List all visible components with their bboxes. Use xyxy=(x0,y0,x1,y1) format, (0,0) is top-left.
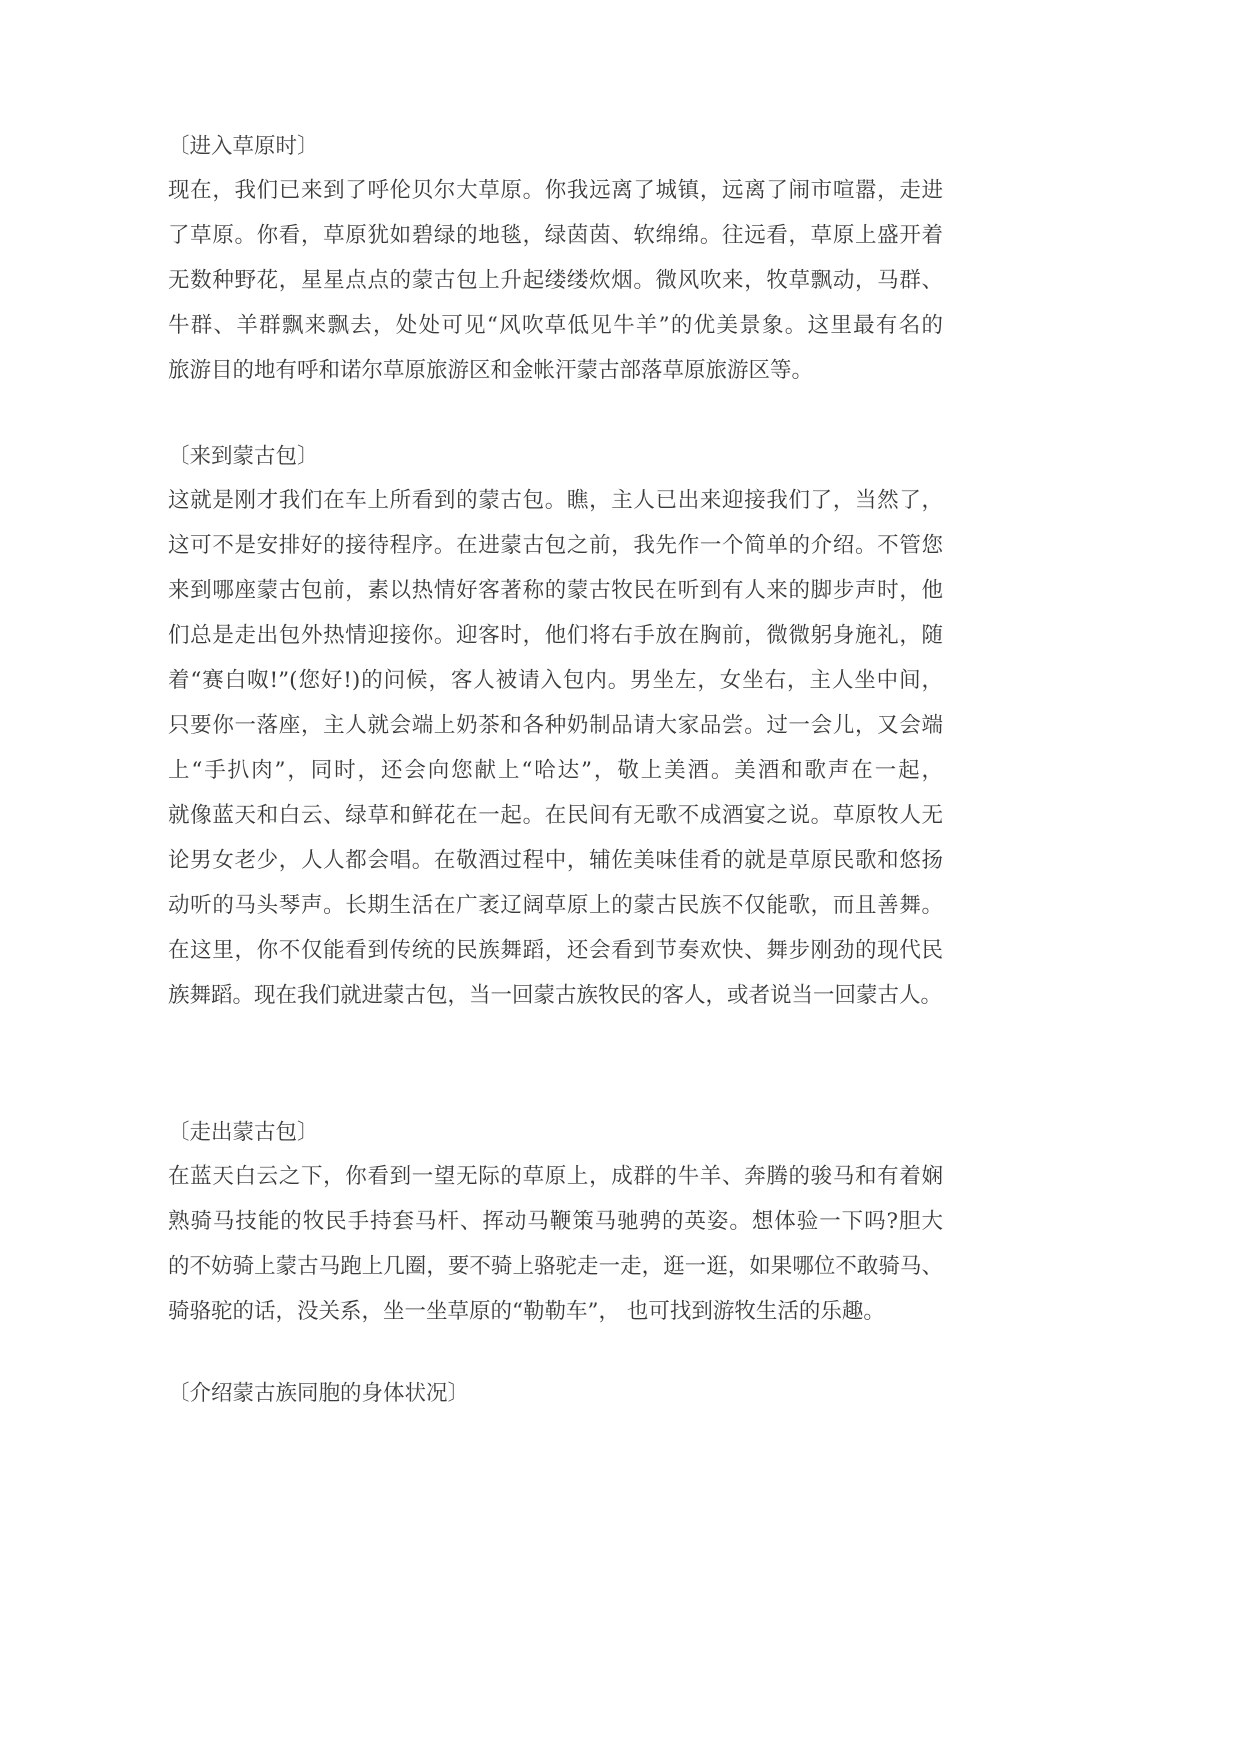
section-health-intro xyxy=(168,1373,943,1415)
paragraph-line: 在蓝天白云之下，你看到一望无际的草原上，成群的牛羊、奔腾的骏马和有着娴 xyxy=(168,1164,943,1189)
section-entering-grassland xyxy=(168,126,943,393)
paragraph-line: 论男女老少，人人都会唱。在敬酒过程中，辅佐美味佳肴的就是草原民歌和悠扬 xyxy=(168,848,943,873)
paragraph-line: 熟骑马技能的牧民手持套马杆、挥动马鞭策马驰骋的英姿。想体验一下吗?胆大 xyxy=(168,1209,943,1234)
section-heading: 〔走出蒙古包〕 xyxy=(168,1120,319,1145)
paragraph-line: 了草原。你看，草原犹如碧绿的地毯，绿茵茵、软绵绵。往远看，草原上盛开着 xyxy=(168,223,943,248)
paragraph-line: 无数种野花，星星点点的蒙古包上升起缕缕炊烟。微风吹来，牧草飘动，马群、 xyxy=(168,268,943,293)
section-arriving-yurt xyxy=(168,436,943,1018)
paragraph-line: 动听的马头琴声。长期生活在广袤辽阔草原上的蒙古民族不仅能歌，而且善舞。 xyxy=(168,893,943,918)
paragraph-line: 上“手扒肉”，同时，还会向您献上“哈达”，敬上美酒。美酒和歌声在一起， xyxy=(168,758,943,783)
paragraph-line: 来到哪座蒙古包前，素以热情好客著称的蒙古牧民在听到有人来的脚步声时，他 xyxy=(168,578,943,603)
paragraph-line: 这可不是安排好的接待程序。在进蒙古包之前，我先作一个简单的介绍。不管您 xyxy=(168,533,943,558)
paragraph-line: 旅游目的地有呼和诺尔草原旅游区和金帐汗蒙古部落草原旅游区等。 xyxy=(168,358,814,383)
paragraph-line: 着“赛白呶!”(您好!)的问候，客人被请入包内。男坐左，女坐右，主人坐中间， xyxy=(168,668,943,693)
section-heading: 〔进入草原时〕 xyxy=(168,134,319,159)
paragraph-line: 就像蓝天和白云、绿草和鲜花在一起。在民间有无歌不成酒宴之说。草原牧人无 xyxy=(168,803,943,828)
paragraph-line: 在这里，你不仅能看到传统的民族舞蹈，还会看到节奏欢快、舞步刚劲的现代民 xyxy=(168,938,943,963)
section-heading: 〔介绍蒙古族同胞的身体状况〕 xyxy=(168,1381,470,1406)
paragraph-line: 现在，我们已来到了呼伦贝尔大草原。你我远离了城镇，远离了闹市喧嚣，走进 xyxy=(168,178,943,203)
section-leaving-yurt xyxy=(168,1112,943,1334)
paragraph-line: 只要你一落座，主人就会端上奶茶和各种奶制品请大家品尝。过一会儿，又会端 xyxy=(168,713,943,738)
section-heading: 〔来到蒙古包〕 xyxy=(168,444,319,469)
paragraph-line: 牛群、羊群飘来飘去，处处可见“风吹草低见牛羊”的优美景象。这里最有名的 xyxy=(168,313,943,338)
paragraph-line: 骑骆驼的话，没关系，坐一坐草原的“勒勒车”， 也可找到游牧生活的乐趣。 xyxy=(168,1299,885,1324)
paragraph-line: 们总是走出包外热情迎接你。迎客时，他们将右手放在胸前，微微躬身施礼，随 xyxy=(168,623,943,648)
paragraph-line: 族舞蹈。现在我们就进蒙古包，当一回蒙古族牧民的客人，或者说当一回蒙古人。 xyxy=(168,983,943,1008)
paragraph-line: 这就是刚才我们在车上所看到的蒙古包。瞧，主人已出来迎接我们了，当然了， xyxy=(168,488,943,513)
paragraph-line: 的不妨骑上蒙古马跑上几圈，要不骑上骆驼走一走，逛一逛，如果哪位不敢骑马、 xyxy=(168,1254,943,1279)
